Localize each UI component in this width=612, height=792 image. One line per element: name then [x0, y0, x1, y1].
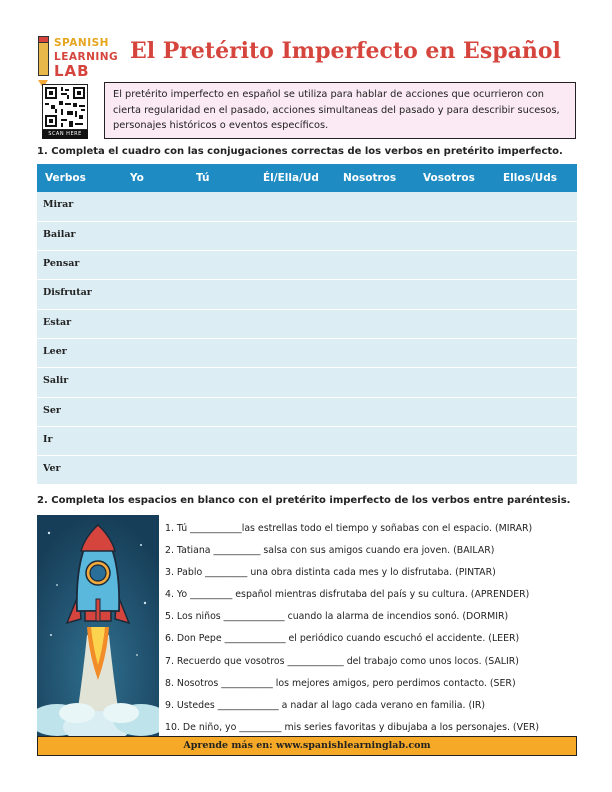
list-item[interactable]: 5. Los niños _____________ cuando la alarma de incendios sonó. (DORMIR): [165, 611, 509, 623]
logo-line-3: LAB: [54, 62, 90, 80]
conjugation-input-cell[interactable]: [188, 368, 255, 397]
conjugation-input-cell[interactable]: [122, 338, 188, 367]
header-ellos-uds: Ellos/Uds: [495, 164, 577, 192]
conjugation-input-cell[interactable]: [188, 192, 255, 221]
conjugation-input-cell[interactable]: [335, 280, 415, 309]
table-row: [37, 426, 577, 455]
table-row: [37, 280, 577, 309]
header-nosotros: Nosotros: [335, 164, 415, 192]
page-title: El Pretérito Imperfecto en Español: [130, 38, 561, 64]
conjugation-input-cell[interactable]: [255, 192, 335, 221]
conjugation-input-cell[interactable]: [255, 456, 335, 485]
sentence-list: [165, 518, 580, 739]
verb-cell: Pensar: [37, 251, 122, 280]
list-item[interactable]: 6. Don Pepe _____________ el periódico cuando escuchó el accidente. (LEER): [165, 633, 520, 645]
conjugation-input-cell[interactable]: [188, 456, 255, 485]
conjugation-input-cell[interactable]: [335, 426, 415, 455]
qr-code-icon[interactable]: [42, 84, 88, 130]
table-row: [37, 397, 577, 426]
conjugation-input-cell[interactable]: [495, 192, 577, 221]
conjugation-input-cell[interactable]: [495, 426, 577, 455]
logo-line-2: LEARNING: [54, 51, 119, 63]
conjugation-input-cell[interactable]: [255, 280, 335, 309]
conjugation-input-cell[interactable]: [255, 338, 335, 367]
conjugation-input-cell[interactable]: [188, 397, 255, 426]
conjugation-input-cell[interactable]: [122, 368, 188, 397]
verb-cell: Disfrutar: [37, 280, 122, 309]
list-item[interactable]: 2. Tatiana __________ salsa con sus amigos cuando era joven. (BAILAR): [165, 545, 495, 557]
table-row: [37, 456, 577, 485]
conjugation-input-cell[interactable]: [495, 368, 577, 397]
conjugation-input-cell[interactable]: [188, 426, 255, 455]
logo: [38, 34, 119, 84]
conjugation-input-cell[interactable]: [188, 309, 255, 338]
conjugation-input-cell[interactable]: [122, 309, 188, 338]
conjugation-table: [37, 164, 577, 485]
conjugation-input-cell[interactable]: [495, 280, 577, 309]
section1-instruction: 1. Completa el cuadro con las conjugaciones correctas de los verbos en pretérito imperfecto.: [37, 146, 563, 157]
table-row: [37, 338, 577, 367]
conjugation-input-cell[interactable]: [255, 309, 335, 338]
verb-cell: Ver: [37, 456, 122, 485]
verb-cell: Salir: [37, 368, 122, 397]
conjugation-input-cell[interactable]: [335, 456, 415, 485]
conjugation-input-cell[interactable]: [188, 251, 255, 280]
conjugation-input-cell[interactable]: [415, 426, 495, 455]
conjugation-input-cell[interactable]: [122, 456, 188, 485]
conjugation-input-cell[interactable]: [335, 251, 415, 280]
table-header-row: [37, 164, 577, 192]
conjugation-input-cell[interactable]: [188, 338, 255, 367]
conjugation-input-cell[interactable]: [415, 338, 495, 367]
conjugation-input-cell[interactable]: [335, 192, 415, 221]
conjugation-input-cell[interactable]: [495, 397, 577, 426]
table-row: [37, 192, 577, 221]
list-item[interactable]: 10. De niño, yo _________ mis series favoritas y dibujaba a los personajes. (VER): [165, 721, 540, 733]
conjugation-input-cell[interactable]: [495, 338, 577, 367]
header-vosotros: Vosotros: [415, 164, 495, 192]
header-verbos: Verbos: [37, 164, 122, 192]
conjugation-input-cell[interactable]: [122, 251, 188, 280]
list-item[interactable]: 8. Nosotros ___________ los mejores amigos, pero perdimos contacto. (SER): [165, 677, 516, 689]
conjugation-input-cell[interactable]: [415, 251, 495, 280]
list-item[interactable]: 9. Ustedes _____________ a nadar al lago cada verano en familia. (IR): [165, 699, 486, 711]
rocket-illustration: [37, 515, 159, 737]
verb-cell: Bailar: [37, 221, 122, 250]
conjugation-input-cell[interactable]: [495, 456, 577, 485]
conjugation-input-cell[interactable]: [255, 368, 335, 397]
pencil-icon: [38, 36, 49, 82]
conjugation-input-cell[interactable]: [415, 192, 495, 221]
conjugation-input-cell[interactable]: [188, 221, 255, 250]
table-row: [37, 221, 577, 250]
verb-cell: Leer: [37, 338, 122, 367]
conjugation-input-cell[interactable]: [255, 251, 335, 280]
list-item[interactable]: 4. Yo _________ español mientras disfrutaba del país y su cultura. (APRENDER): [165, 589, 530, 601]
conjugation-input-cell[interactable]: [415, 456, 495, 485]
conjugation-input-cell[interactable]: [122, 397, 188, 426]
header-el-ella-ud: Él/Ella/Ud: [255, 164, 335, 192]
list-item[interactable]: 3. Pablo _________ una obra distinta cada mes y lo disfrutaba. (PINTAR): [165, 567, 496, 579]
conjugation-input-cell[interactable]: [415, 368, 495, 397]
list-item[interactable]: 1. Tú ___________las estrellas todo el tiempo y soñabas con el espacio. (MIRAR): [165, 523, 533, 534]
conjugation-input-cell[interactable]: [255, 221, 335, 250]
section2-instruction: 2. Completa los espacios en blanco con el pretérito imperfecto de los verbos entre paréntesis.: [37, 495, 571, 506]
conjugation-input-cell[interactable]: [415, 280, 495, 309]
conjugation-input-cell[interactable]: [335, 397, 415, 426]
conjugation-input-cell[interactable]: [495, 309, 577, 338]
intro-box: El pretérito imperfecto en español se utiliza para hablar de acciones que ocurrieron con cierta regularidad en el pasado, acciones simultaneas del pasado y para describir sucesos, personajes históricos o eventos específicos.: [104, 82, 576, 139]
verb-cell: Ser: [37, 397, 122, 426]
conjugation-input-cell[interactable]: [415, 221, 495, 250]
logo-line-1: SPANISH: [54, 37, 109, 49]
conjugation-input-cell[interactable]: [122, 280, 188, 309]
conjugation-input-cell[interactable]: [188, 280, 255, 309]
footer-banner[interactable]: Aprende más en: www.spanishlearninglab.com: [37, 736, 577, 756]
conjugation-input-cell[interactable]: [335, 338, 415, 367]
conjugation-input-cell[interactable]: [255, 397, 335, 426]
conjugation-input-cell[interactable]: [335, 221, 415, 250]
conjugation-input-cell[interactable]: [415, 397, 495, 426]
verb-cell: Estar: [37, 309, 122, 338]
conjugation-input-cell[interactable]: [335, 309, 415, 338]
conjugation-input-cell[interactable]: [122, 221, 188, 250]
verb-cell: Mirar: [37, 192, 122, 221]
header-tu: Tú: [188, 164, 255, 192]
conjugation-input-cell[interactable]: [495, 251, 577, 280]
table-row: [37, 368, 577, 397]
table-row: [37, 309, 577, 338]
conjugation-input-cell[interactable]: [335, 368, 415, 397]
conjugation-input-cell[interactable]: [495, 221, 577, 250]
conjugation-input-cell[interactable]: [415, 309, 495, 338]
list-item[interactable]: 7. Recuerdo que vosotros ____________ del trabajo como unos locos. (SALIR): [165, 655, 519, 667]
conjugation-input-cell[interactable]: [255, 426, 335, 455]
conjugation-input-cell[interactable]: [122, 426, 188, 455]
table-row: [37, 251, 577, 280]
verb-cell: Ir: [37, 426, 122, 455]
header-yo: Yo: [122, 164, 188, 192]
conjugation-input-cell[interactable]: [122, 192, 188, 221]
scan-here-label: SCAN HERE: [42, 130, 88, 139]
